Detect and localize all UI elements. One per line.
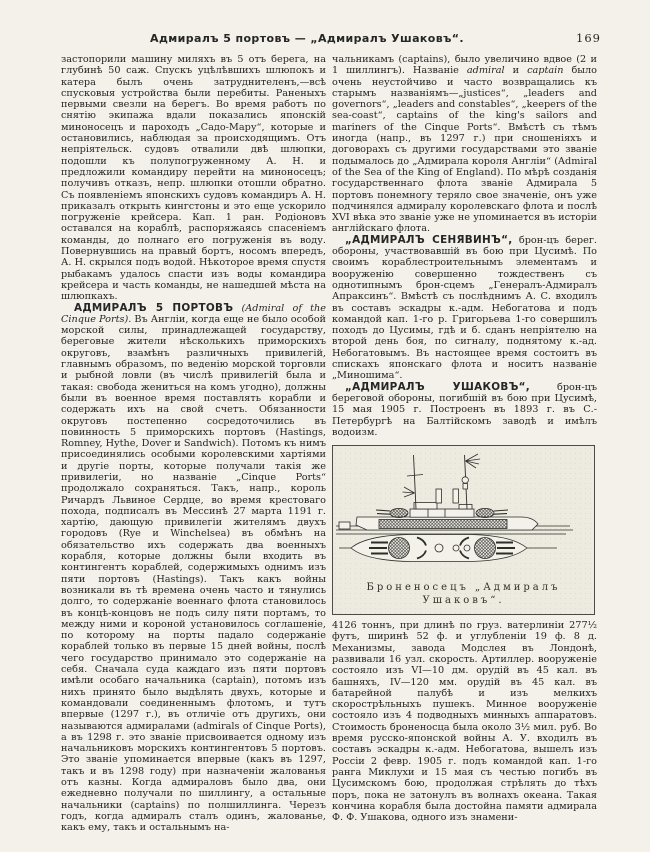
body-text: и bbox=[504, 65, 528, 77]
figure-caption-line2: Ушаковъ“. bbox=[422, 595, 505, 607]
battleship-figure bbox=[332, 445, 595, 615]
body-text: чальникамъ (captains), было увеличино вдвое (2 и 1 шиллингъ). Названіе bbox=[332, 54, 597, 77]
italic-term-admiral: admiral bbox=[466, 65, 505, 77]
article-heading: АДМИРАЛЪ 5 ПОРТОВЪ bbox=[74, 301, 234, 314]
article-heading: „АДМИРАЛЪ СЕНЯВИНЪ“, bbox=[345, 233, 513, 246]
battleship-diagram bbox=[333, 447, 594, 567]
body-text: застопорили машину миляхъ въ 5 отъ берега, на глубинѣ 50 саж. Спускъ уцѣлѣвшихъ шлюпокъ и катера былъ очень затруднителенъ,—всѣ спусковыя устройства были перебиты. Раненыхъ первыми свезли на берегъ. Во время работъ по снятію экипажа вдали показались японскій миноносецъ и пароходъ „Садо-Мару“, которые и остановились, наблюдая за происходящимъ. Отъ непріятельск. судовъ отвалили двѣ шлюпки, подошли къ полупогруженному А. Н. и предложили командиру перейти на миноносецъ; получивъ отказъ, непр. шлюпки отошли обратно. Съ появленіемъ японскихъ судовъ командиръ А. Н. приказалъ открыть кингстоны и это еще ускорило погруженіе крейсера. Кап. 1 ран. Родіоновъ оставался на кораблѣ, распоряжаясь спасеніемъ команды, до полнаго его погруженія въ воду. Повернувшись на правый бортъ, носомъ впередъ, А. Н. скрылся подъ водой. Нѣкоторое время спустя рыбакамъ удалось спасти изъ воды командира крейсера и часть команды, не нашедшей мѣста на шлюпкахъ. bbox=[61, 54, 326, 303]
article-heading: „АДМИРАЛЪ УШАКОВЪ“, bbox=[345, 380, 531, 393]
right-column bbox=[332, 54, 597, 823]
body-text: Въ Англіи, когда еще не было особой морской силы, принадлежащей государству, береговые жители нѣсколькихъ приморскихъ округовъ, взамѣнъ различныхъ привилегій, главнымъ образомъ, по веденію морской торговли и рыбной ловли (въ числѣ привилегій была и такая: свобода жениться на комъ угодно), должны были въ военное время поставлять корабли и содержать ихъ на свой счетъ. Обязанности округовъ постепенно сосредоточились въ повинность 5 приморскихъ портовъ (Hastings, Romney, Hythe, Dover и Sandwich). Потомъ къ нимъ присоединялись особыми королевскими хартіями и другіе порты, которые получали такія же привилегіи, но названіе „Cinque Ports“ продолжало сохраняться. Такъ, напр., король Ричардъ Львиное Сердце, во время крестоваго похода, подписалъ въ Мессинѣ 27 марта 1191 г. хартію, дающую привилегіи жителямъ двухъ городовъ (Rye и Winchelsea) въ обмѣнъ на обязательство ихъ содержать два военныхъ корабля, которые должны были входить въ контингентъ кораблей, содержимыхъ однимъ изъ пяти портовъ (Hastings). Такъ какъ войны возникали въ тѣ времена очень часто и тянулись долго, то содержаніе военнаго флота становилось въ концѣ-концовъ не подъ силу пяти портамъ, то между ними и короной установилось соглашеніе, по которому на порты падало содержаніе кораблей только въ первые 15 дней войны, послѣ чего государство принимало это содержаніе на себя. Сначала суда каждаго изъ пяти портовъ имѣли особаго начальника (captain), потомъ изъ нихъ принято было выдѣлять двухъ, которые и командовали соединеннымъ флотомъ, и тутъ впервые (1297 г.), въ отличіе отъ другихъ, они называются адмиралами (admirals of Cinque Ports), а въ 1298 г. это званіе присвоивается одному изъ начальниковъ морскихъ контингентовъ 5 портовъ. Это званіе упоминается впервые (какъ въ 1297, такъ и въ 1298 году) при назначеніи жалованья отъ казны. Когда адмираловъ было два, они ежедневно получали по шиллингу, а остальные начальники (captains) по полшиллинга. Черезъ годъ, когда адмиралъ сталъ одинъ, жалованье, какъ ему, такъ и остальнымъ на- bbox=[61, 313, 326, 834]
article-heading-latin: (Admiral of the Cinque Ports). bbox=[61, 302, 326, 325]
body-text: 4126 тоннъ, при длинѣ по груз. ватерлиніи 277½ футъ, ширинѣ 52 ф. и углубленіи 19 ф. 8 д. Механизмы, завода Модслея въ Лондонѣ, развивали 16 узл. скорость. Артиллер. вооруженіе состояло изъ VI—10 дм. орудій въ 45 кал. въ башняхъ, IV—120 мм. орудій въ 45 кал. въ батарейной палубѣ и изъ мелкихъ скорострѣльныхъ пушекъ. Минное вооруженіе состояло изъ 4 подводныхъ минныхъ аппаратовъ. Стоимость броненосца была около 3½ мил. руб. Во время русско-японской войны А. У. входилъ въ составъ эскадры к.-адм. Небогатова, вышелъ изъ Россіи 2 февр. 1905 г. подъ командой кап. 1-го ранга Миклухи и 15 мая съ честью погибъ въ Цусимскомъ бою, продолжая стрѣлять до тѣхъ поръ, пока не затонулъ въ волнахъ океана. Такая кончина корабля была достойна памяти адмирала Ф. Ф. Ушакова, одного изъ знамени- bbox=[332, 620, 597, 824]
paragraph-nakhimov-continuation bbox=[61, 54, 326, 303]
body-text: брон-цъ береговой обороны, погибшій въ бою при Цусимѣ, 15 мая 1905 г. Построенъ въ 1893 г. въ С.-Петербургѣ на Балтійскомъ заводѣ и имѣлъ водоизм. bbox=[332, 381, 597, 438]
paragraph-ushakov-continuation bbox=[332, 620, 597, 823]
article-admiral-ushakov bbox=[332, 382, 597, 438]
body-text: брон-цъ берег. обороны, участвовавшій въ бою при Цусимѣ. По своимъ кораблестроительнымъ элементамъ и вооруженію совершенно тождественъ съ однотипнымъ брон-сцемъ „Генералъ-Адмиралъ Апраксинъ“. Вмѣстѣ съ послѣднимъ А. С. входилъ въ составъ эскадры к.-адм. Небогатова и подъ командой кап. 1-го р. Григорьева 1-го совершилъ походъ до Цусимы, гдѣ и б. сданъ непріятелю на второй день боя, по сигналу, поднятому к.-ад. Небогатовымъ. Въ настоящее время состоитъ въ спискахъ японскаго флота и носитъ названіе „Миношима“. bbox=[332, 234, 597, 382]
body-text: было очень неустойчиво и часто возвращались къ старымъ названіямъ—„justices“, „leaders and governors“, „leaders and constables“, „keepers of the sea-coast“, captains of the king's sailors and mariners of the Cinque Ports“. Вмѣстѣ съ тѣмъ иногда (напр., въ 1297 г.) при сношеніяхъ и договорахъ съ другими государствами это званіе подымалось до „Адмирала короля Англіи“ (Admiral of the Sea of the King of England). По мѣрѣ созданія государственнаго флота званіе Адмирала 5 портовъ понемногу теряло свое значеніе, онъ уже подчинялся адмиралу королевскаго флота и послѣ XVI вѣка это званіе уже не упоминается въ исторіи англійскаго флота. bbox=[332, 65, 597, 235]
article-admiral-senyavin bbox=[332, 235, 597, 382]
figure-caption-line1: Броненосецъ „Адмиралъ bbox=[366, 582, 561, 594]
page-number: 169 bbox=[576, 31, 601, 45]
article-admiral-5-portov bbox=[61, 303, 326, 834]
italic-term-captain: captain bbox=[527, 65, 564, 77]
figure-caption bbox=[333, 581, 594, 607]
paragraph-cinque-continuation bbox=[332, 54, 597, 235]
left-column bbox=[61, 54, 326, 833]
running-head-title: Адмиралъ 5 портовъ — „Адмиралъ Ушаковъ“. bbox=[150, 32, 464, 45]
